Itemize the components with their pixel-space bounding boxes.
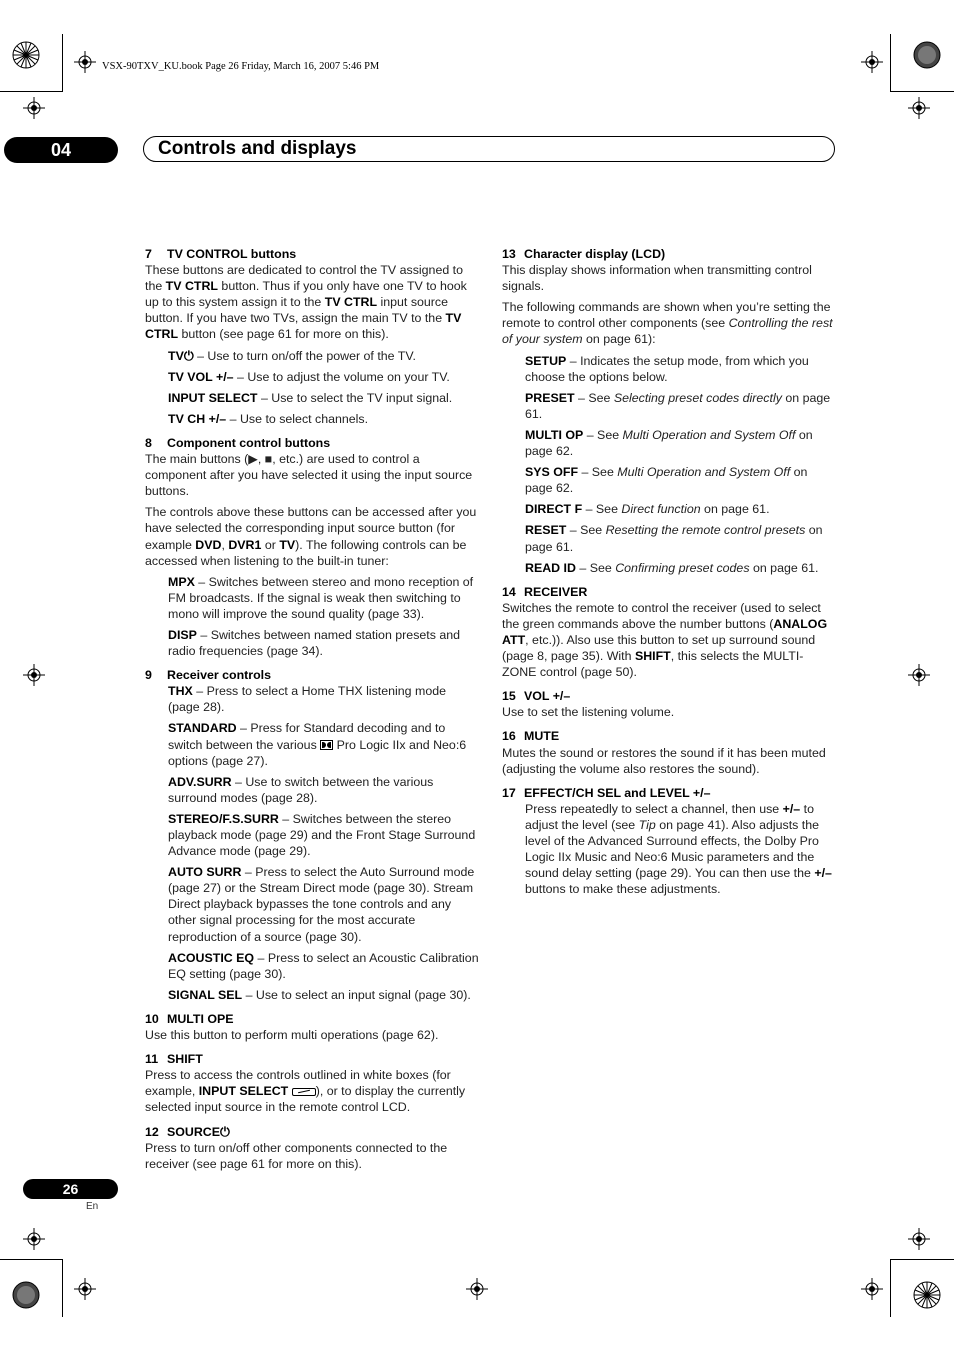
text-run: Mutes the sound or restores the sound if it has been muted (adjusting the volume also restores the sound).: [502, 745, 826, 776]
registration-mark-icon: [23, 1228, 45, 1250]
text-run: The controls above these buttons can be accessed after you have selected the corresponding input source button (for example: [145, 505, 477, 552]
text-run: on page 61):: [582, 332, 656, 347]
section-17-body: [525, 801, 835, 898]
bold-term: INPUT SELECT: [198, 1084, 289, 1099]
section-9-items: [145, 683, 481, 1003]
registration-mark-icon: [23, 97, 45, 119]
registration-mark-icon: [74, 51, 96, 73]
bold-term: SETUP: [525, 353, 567, 368]
registration-mark-icon: [861, 51, 883, 73]
text-run: – Use to select an input signal (page 30).: [242, 987, 471, 1002]
bold-term: SIGNAL SEL: [168, 987, 243, 1002]
section-16-body: [502, 745, 835, 777]
bold-term: ANALOG ATT: [502, 616, 828, 647]
text-run: – Switches between the stereo playback mode (page 29) and the Front Stage Surround Advance mode (page 29).: [168, 811, 476, 859]
list-item: [168, 411, 481, 427]
bold-term: STEREO/F.S.SURR: [168, 811, 279, 826]
bold-term: PRESET: [525, 390, 575, 405]
bold-term: TV: [279, 537, 296, 552]
text-run: This display shows information when transmitting control signals.: [502, 263, 812, 294]
list-item: [168, 811, 481, 859]
list-item: [525, 501, 835, 517]
text-run: – See: [566, 523, 606, 538]
section-8-intro: [145, 451, 481, 499]
text-run: Use this button to perform multi operations (page 62).: [145, 1028, 439, 1043]
italic-reference: Controlling the rest of your system: [502, 316, 833, 347]
text-run: on page 61.: [525, 390, 831, 421]
section-13-detail: [502, 299, 835, 347]
bold-term: TV CTRL: [165, 279, 218, 294]
text-run: button. Thus if you only have one TV to hook up to this system assign it to the: [145, 279, 467, 310]
text-run: buttons to make these adjustments.: [525, 882, 721, 897]
text-run: ), or to display the currently selected input source in the remote control LCD.: [145, 1084, 466, 1115]
list-item: [168, 574, 481, 622]
text-run: ). The following controls can be accessed when listening to the built-in tuner:: [145, 537, 467, 568]
bold-term: TV⏻: [168, 348, 194, 363]
text-run: – Press to select an Acoustic Calibration EQ setting (page 30).: [168, 950, 479, 981]
registration-mark-icon: [908, 664, 930, 686]
text-run: – Use to turn on/off the power of the TV.: [193, 348, 416, 363]
list-item: [168, 683, 481, 715]
text-run: on page 62.: [525, 427, 813, 459]
list-item: [525, 353, 835, 385]
registration-mark-icon: [74, 1278, 96, 1300]
section-13-intro: [502, 262, 835, 294]
text-run: Press repeatedly to select a channel, then use: [525, 801, 783, 816]
text-run: The following commands are shown when you’re setting the remote to control other components (see: [502, 300, 831, 331]
section-8-detail: [145, 504, 481, 568]
text-run: – See: [583, 427, 623, 442]
bold-term: RESET: [525, 523, 567, 538]
bold-term: SYS OFF: [525, 465, 579, 480]
text-run: or: [261, 537, 280, 552]
chapter-number-badge: 04: [4, 137, 118, 163]
section-15-title: 15 VOL +/–: [502, 689, 571, 704]
text-run: on page 62.: [525, 465, 808, 496]
right-column: [502, 246, 835, 902]
list-item: [168, 627, 481, 659]
bold-term: SHIFT: [634, 649, 671, 664]
list-item: [525, 560, 835, 576]
text-run: on page 41). Also adjusts the level of the Advanced Surround effects, the Dolby Pro Logic IIx Music and Neo:6 Music parameters and the sound delay setting (page 29). You can then use the: [525, 817, 820, 881]
bold-term: +/–: [814, 866, 832, 881]
text-run: Press to turn on/off other components connected to the receiver (see page 61 for more on this).: [145, 1140, 448, 1171]
section-8-items: [145, 574, 481, 659]
list-item: [168, 774, 481, 806]
text-run: Pro Logic IIx and Neo:6 options (page 27).: [168, 737, 467, 768]
bold-term: STANDARD: [168, 721, 237, 736]
text-run: – Indicates the setup mode, from which you choose the options below.: [525, 353, 809, 384]
left-column: [145, 246, 481, 1177]
text-run: Use to set the listening volume.: [502, 705, 675, 720]
bold-term: TV CTRL: [145, 311, 462, 342]
section-13-items: [502, 353, 835, 576]
page-language: En: [86, 1201, 99, 1212]
text-run: on page 61.: [525, 523, 823, 554]
sunburst-mark-icon: [12, 1281, 40, 1309]
registration-mark-icon: [23, 664, 45, 686]
section-12-body: [145, 1140, 481, 1172]
text-run: – Press to select a Home THX listening mode (page 28).: [168, 684, 447, 715]
text-run: – Press for Standard decoding and to switch between the various: [168, 721, 446, 752]
section-7-items: [145, 348, 481, 427]
bold-term: DISP: [168, 627, 197, 642]
section-12-title: 12 SOURCE⏻: [145, 1124, 230, 1139]
text-run: – Press to select the Auto Surround mode (page 27) or the Stream Direct mode (page 30). Stream Direct playback bypasses the tone controls and any other signal processing for the most accurate reproduction of a source (page 30).: [168, 865, 475, 944]
list-item: [168, 390, 481, 406]
list-item: [168, 950, 481, 982]
italic-reference: Direct function: [621, 502, 701, 517]
text-run: on page 61.: [700, 502, 770, 517]
sunburst-mark-icon: [913, 1281, 941, 1309]
bold-term: TV CTRL: [324, 295, 378, 310]
text-run: to adjust the level (see: [525, 801, 814, 832]
italic-reference: Multi Operation and System Off: [617, 465, 791, 480]
bold-term: READ ID: [525, 560, 576, 575]
registration-mark-icon: [466, 1278, 488, 1300]
section-9-title: 9 Receiver controls: [145, 668, 271, 683]
section-7-intro: [145, 262, 481, 342]
section-16-title: 16 MUTE: [502, 729, 560, 744]
list-item: [525, 464, 835, 496]
text-run: – Switches between named station presets and radio frequencies (page 34).: [168, 627, 461, 659]
bold-term: DVD: [195, 537, 222, 552]
bold-term: ADV.SURR: [168, 774, 232, 789]
section-10-body: [145, 1027, 481, 1043]
text-run: – See: [578, 465, 618, 480]
bold-term: MPX: [168, 574, 195, 589]
bold-term: DVR1: [228, 537, 262, 552]
list-item: [168, 864, 481, 944]
text-run: ,: [221, 537, 229, 552]
text-run: – See: [575, 560, 616, 575]
bold-term: TV VOL +/–: [168, 369, 234, 384]
remote-button-icon: [292, 1088, 316, 1096]
italic-reference: Tip: [638, 817, 656, 832]
bold-term: TV CH +/–: [168, 411, 227, 426]
text-run: The main buttons (▶, ■, etc.) are used to control a component after you have selected it using the input source buttons.: [145, 452, 473, 499]
italic-reference: Selecting preset codes directly: [613, 390, 782, 405]
bold-term: ACOUSTIC EQ: [168, 950, 255, 965]
section-15-body: [502, 704, 835, 720]
bold-term: AUTO SURR: [168, 865, 242, 880]
bold-term: DIRECT F: [525, 502, 583, 517]
section-10-title: 10 MULTI OPE: [145, 1011, 234, 1026]
text-run: – Use to select the TV input signal.: [257, 390, 453, 405]
registration-mark-icon: [908, 1228, 930, 1250]
text-run: button (see page 61 for more on this).: [178, 327, 389, 342]
text-run: – See: [582, 502, 622, 517]
list-item: [525, 427, 835, 459]
chapter-title-bar: [143, 136, 835, 162]
text-run: – Use to select channels.: [226, 411, 369, 426]
list-item: [525, 522, 835, 554]
section-8-title: 8 Component control buttons: [145, 435, 331, 450]
text-run: These buttons are dedicated to control the TV assigned to the: [145, 263, 463, 294]
sunburst-mark-icon: [12, 41, 40, 69]
chapter-title: Controls and displays: [158, 138, 357, 159]
section-11-body: [145, 1067, 481, 1115]
list-item: [168, 369, 481, 385]
text-run: – Use to adjust the volume on your TV.: [233, 369, 450, 384]
section-13-title: 13 Character display (LCD): [502, 247, 666, 261]
text-run: on page 61.: [749, 560, 819, 575]
bold-term: INPUT SELECT: [168, 390, 258, 405]
text-run: input source button. If you have two TVs, assign the main TV to the: [145, 295, 449, 326]
list-item: [168, 987, 481, 1003]
section-17-title: 17 EFFECT/CH SEL and LEVEL +/–: [502, 785, 711, 800]
bold-term: THX: [168, 684, 193, 699]
section-7-title: 7 TV CONTROL buttons: [145, 247, 297, 261]
section-14-title: 14 RECEIVER: [502, 584, 588, 599]
list-item: [168, 720, 481, 768]
text-run: – See: [574, 390, 614, 405]
section-14-body: [502, 600, 835, 680]
text-run: , this selects the MULTI-ZONE control (page 50).: [502, 649, 804, 680]
text-run: – Use to switch between the various surround modes (page 28).: [168, 774, 434, 805]
text-run: , etc.)). Also use this button to set up surround sound (page 8, page 35). With: [502, 632, 816, 664]
text-run: – Switches between stereo and mono reception of FM broadcasts. If the signal is weak then switching to mono will improve the sound quality (page 33).: [168, 574, 474, 621]
registration-mark-icon: [861, 1278, 883, 1300]
dolby-logo-icon: [320, 740, 333, 750]
bold-term: MULTI OP: [525, 427, 584, 442]
bold-term: +/–: [782, 801, 801, 816]
italic-reference: Multi Operation and System Off: [622, 427, 796, 442]
text-run: Switches the remote to control the receiver (used to select the green commands above the number buttons (: [502, 600, 821, 631]
text-run: Press to access the controls outlined in white boxes (for example,: [145, 1068, 451, 1099]
list-item: [168, 348, 481, 364]
italic-reference: Confirming preset codes: [615, 560, 750, 575]
registration-mark-icon: [908, 97, 930, 119]
sunburst-mark-icon: [913, 41, 941, 69]
list-item: [525, 390, 835, 422]
print-header: VSX-90TXV_KU.book Page 26 Friday, March 16, 2007 5:46 PM: [102, 61, 380, 72]
section-11-title: 11 SHIFT: [145, 1052, 203, 1067]
italic-reference: Resetting the remote control presets: [605, 523, 806, 538]
page-number-badge: 26: [23, 1179, 118, 1199]
